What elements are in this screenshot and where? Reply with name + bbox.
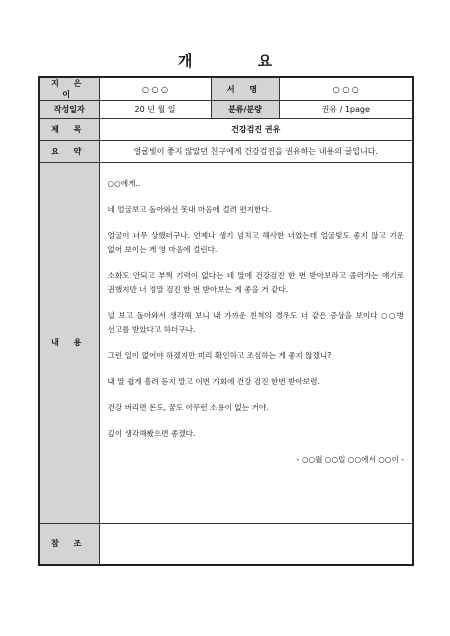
letter-paragraph: 내 말 쉽게 흘려 듣지 말고 이번 기회에 건강 검진 한번 받아보렴. [107, 377, 320, 386]
date-row [39, 101, 413, 119]
category-label: 분류/분량 [211, 101, 279, 119]
signature-value: ○ ○ ○ [279, 77, 413, 101]
summary-form-table [38, 76, 414, 566]
letter-paragraph: 널 보고 돌아와서 생각해 보니 내 가까운 친척의 경우도 너 같은 증상을 보이다 ○○병 선고를 받았다고 하더구나. [107, 311, 404, 334]
summary-row [39, 141, 413, 163]
date-label: 작성일자 [39, 101, 99, 119]
letter-paragraph: 소화도 안되고 부쩍 기력이 없다는 네 말에 건강검진 한 번 받아보라고 졸러가는 얘기로 권했지만 너 정말 검진 한 번 받아보는 게 좋을 거 같다. [107, 271, 404, 294]
subject-row [39, 119, 413, 141]
letter-paragraph: 네 얼굴보고 돌아와선 못내 마음에 걸려 편지한다. [107, 205, 272, 214]
letter-paragraph: 그런 일이 없어야 하겠지만 미리 확인하고 조심하는 게 좋지 않겠니? [107, 351, 332, 360]
content-row [39, 163, 413, 524]
subject-label: 제 목 [39, 119, 99, 141]
subject-value: 건강검진 권유 [99, 119, 413, 141]
notes-row [39, 523, 413, 565]
letter-signature: - ○○월 ○○일 ○○에서 ○○이 - [296, 455, 404, 464]
summary-value: 얼굴빛이 좋지 않았던 친구에게 건강검진을 권유하는 내용의 글입니다. [99, 141, 413, 163]
content-label: 내 용 [39, 163, 99, 524]
letter-body [99, 163, 413, 524]
notes-value [99, 523, 413, 565]
document-title: 개 요 [177, 52, 303, 70]
notes-label: 참 조 [39, 523, 99, 565]
author-label: 지 은 이 [39, 77, 99, 101]
letter-paragraph: 깊이 생각해봤으면 좋겠다. [107, 429, 196, 438]
letter-paragraph: 얼굴이 너무 상했더구나. 언제나 생기 넘치고 해사한 너였는데 얼굴빛도 좋지 않고 기운 없어 보이는 게 영 마음에 걸린다. [107, 231, 404, 254]
summary-label: 요 약 [39, 141, 99, 163]
date-value: 20 년 월 일 [99, 101, 211, 119]
signature-label: 서 명 [211, 77, 279, 101]
category-value: 권유 / 1page [279, 101, 413, 119]
letter-greeting: ○○에게.. [107, 179, 141, 188]
letter-paragraph: 건강 버리면 돈도, 꿈도 아무런 소용이 없는 거야. [107, 403, 269, 412]
author-value: ○ ○ ○ [99, 77, 211, 101]
author-row [39, 77, 413, 101]
